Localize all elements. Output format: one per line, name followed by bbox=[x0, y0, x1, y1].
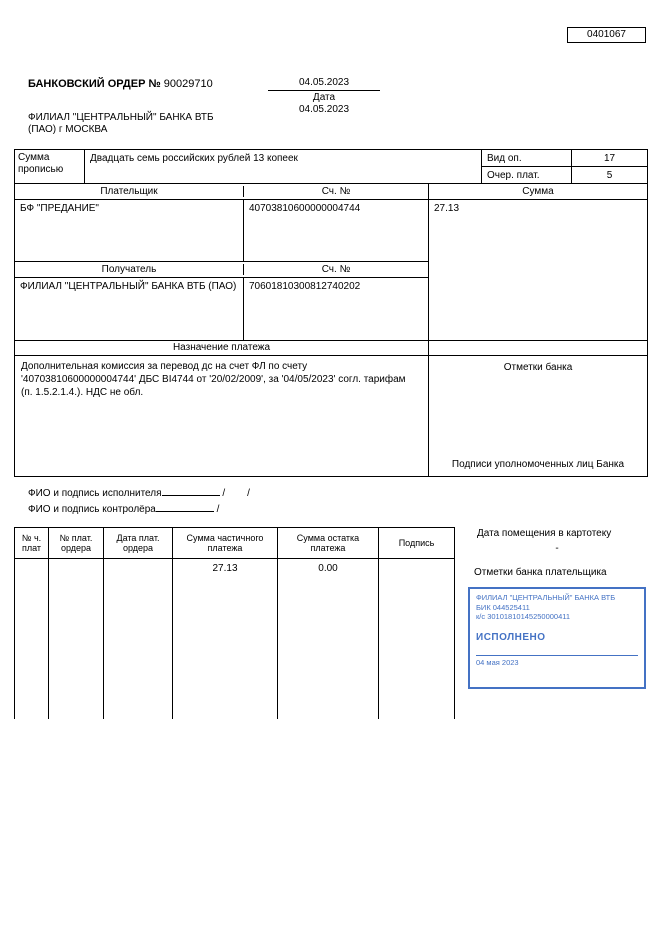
partial-payments-value-row bbox=[14, 559, 455, 719]
amount-words-label-line1: Сумма bbox=[18, 152, 50, 163]
payer-account-header: Сч. № bbox=[321, 186, 351, 197]
priority-label: Очер. плат. bbox=[482, 167, 572, 183]
amount-in-words: Двадцать семь российских рублей 13 копеек bbox=[85, 150, 482, 183]
controller-label: ФИО и подпись контролёра bbox=[28, 504, 156, 515]
col-header-order-date: Дата плат. ордера bbox=[104, 528, 173, 558]
date-value-top: 04.05.2023 bbox=[268, 77, 380, 91]
cell-part-number bbox=[15, 559, 49, 719]
purpose-header-right-spacer bbox=[429, 341, 647, 355]
main-table bbox=[14, 149, 648, 477]
purpose-text: Дополнительная комиссия за перевод дс на счет ФЛ по счету '40703810600000004744' ДБС BI4744 от '20/02/2009', за '04/05/2023' согл. тарифам (п. 1.5.2.1.4.). НДС не обл. bbox=[15, 356, 429, 476]
payer-name: БФ "ПРЕДАНИЕ" bbox=[15, 200, 244, 261]
order-number: 90029710 bbox=[163, 78, 213, 90]
partial-payments-table bbox=[14, 527, 455, 719]
bank-branch-block bbox=[28, 112, 214, 136]
col-header-part-number: № ч. плат bbox=[15, 528, 49, 558]
stamp-date: 04 мая 2023 bbox=[476, 658, 519, 667]
parties-left-column bbox=[15, 184, 429, 340]
stamp-bik: БИК 044525411 bbox=[476, 602, 530, 612]
slash-3: / bbox=[216, 504, 220, 515]
purpose-header: Назначение платежа bbox=[15, 341, 429, 355]
executor-label: ФИО и подпись исполнителя bbox=[28, 488, 162, 499]
stamp-bank-name: ФИЛИАЛ "ЦЕНТРАЛЬНЫЙ" БАНКА ВТБ bbox=[476, 593, 616, 602]
sum-value: 27.13 bbox=[434, 203, 460, 214]
slash-2: / bbox=[247, 488, 250, 499]
date-value-bottom: 04.05.2023 bbox=[298, 104, 350, 115]
purpose-row bbox=[15, 356, 647, 476]
stamp-status: ИСПОЛНЕНО bbox=[476, 631, 546, 643]
col-header-order-number: № плат. ордера bbox=[49, 528, 104, 558]
cell-remainder-sum: 0.00 bbox=[278, 559, 379, 719]
date-block bbox=[268, 77, 380, 115]
col-header-signature: Подпись bbox=[398, 538, 435, 548]
op-type-row bbox=[482, 150, 647, 167]
cell-partial-sum: 27.13 bbox=[173, 559, 278, 719]
sum-column bbox=[429, 184, 647, 340]
cell-order-date bbox=[104, 559, 173, 719]
parties-section bbox=[15, 184, 647, 341]
payer-account: 40703810600000004744 bbox=[249, 203, 361, 214]
form-code: 0401067 bbox=[587, 29, 626, 40]
bank-branch-line1: ФИЛИАЛ "ЦЕНТРАЛЬНЫЙ" БАНКА ВТБ bbox=[28, 112, 214, 123]
bank-signatures-label: Подписи уполномоченных лиц Банка bbox=[451, 459, 625, 470]
controller-signature-underline bbox=[156, 502, 214, 512]
payee-header: Получатель bbox=[15, 264, 244, 275]
cell-signature bbox=[379, 559, 454, 719]
operation-info bbox=[482, 150, 647, 183]
op-type-value: 17 bbox=[603, 152, 616, 164]
sum-header: Сумма bbox=[429, 184, 647, 200]
date-label: Дата bbox=[312, 92, 336, 103]
col-header-remainder-sum: Сумма остатка платежа bbox=[278, 528, 379, 558]
col-header-partial-sum: Сумма частичного платежа bbox=[173, 528, 278, 558]
amount-words-label-line2: прописью bbox=[18, 164, 64, 175]
bank-branch-line2: (ПАО) г МОСКВА bbox=[28, 124, 108, 135]
partial-payments-header-row bbox=[14, 527, 455, 559]
payee-account: 70601810300812740202 bbox=[249, 281, 361, 292]
priority-row bbox=[482, 167, 647, 183]
op-type-label: Вид оп. bbox=[482, 150, 572, 166]
payer-bank-marks-label: Отметки банка плательщика bbox=[474, 567, 607, 578]
controller-signature-line bbox=[28, 502, 250, 518]
order-title-label: БАНКОВСКИЙ ОРДЕР № bbox=[28, 78, 161, 90]
order-title bbox=[28, 78, 213, 90]
payer-value-row bbox=[15, 200, 428, 262]
payee-value-row bbox=[15, 278, 428, 340]
slash-1: / bbox=[222, 488, 226, 499]
card-file-label: Дата помещения в картотеку bbox=[477, 528, 612, 539]
payer-header-row bbox=[15, 184, 428, 200]
payee-account-header: Сч. № bbox=[321, 264, 351, 275]
bank-execution-stamp bbox=[468, 587, 646, 689]
amount-row bbox=[15, 150, 647, 184]
payer-header: Плательщик bbox=[15, 186, 244, 197]
purpose-header-row bbox=[15, 341, 647, 356]
bank-marks-cell bbox=[429, 356, 647, 476]
amount-words-label bbox=[15, 150, 85, 183]
form-code-box bbox=[567, 27, 646, 43]
cell-order-number bbox=[49, 559, 104, 719]
priority-value: 5 bbox=[606, 169, 613, 181]
bank-marks-label: Отметки банка bbox=[503, 362, 573, 373]
signatures-block bbox=[28, 486, 250, 518]
executor-signature-underline bbox=[162, 486, 220, 496]
card-file-value: - bbox=[555, 543, 559, 554]
payee-name: ФИЛИАЛ "ЦЕНТРАЛЬНЫЙ" БАНКА ВТБ (ПАО) bbox=[15, 278, 244, 340]
payee-header-row bbox=[15, 262, 428, 278]
stamp-corr-account: к/с 30101810145250000411 bbox=[476, 612, 571, 621]
executor-signature-line bbox=[28, 486, 250, 502]
